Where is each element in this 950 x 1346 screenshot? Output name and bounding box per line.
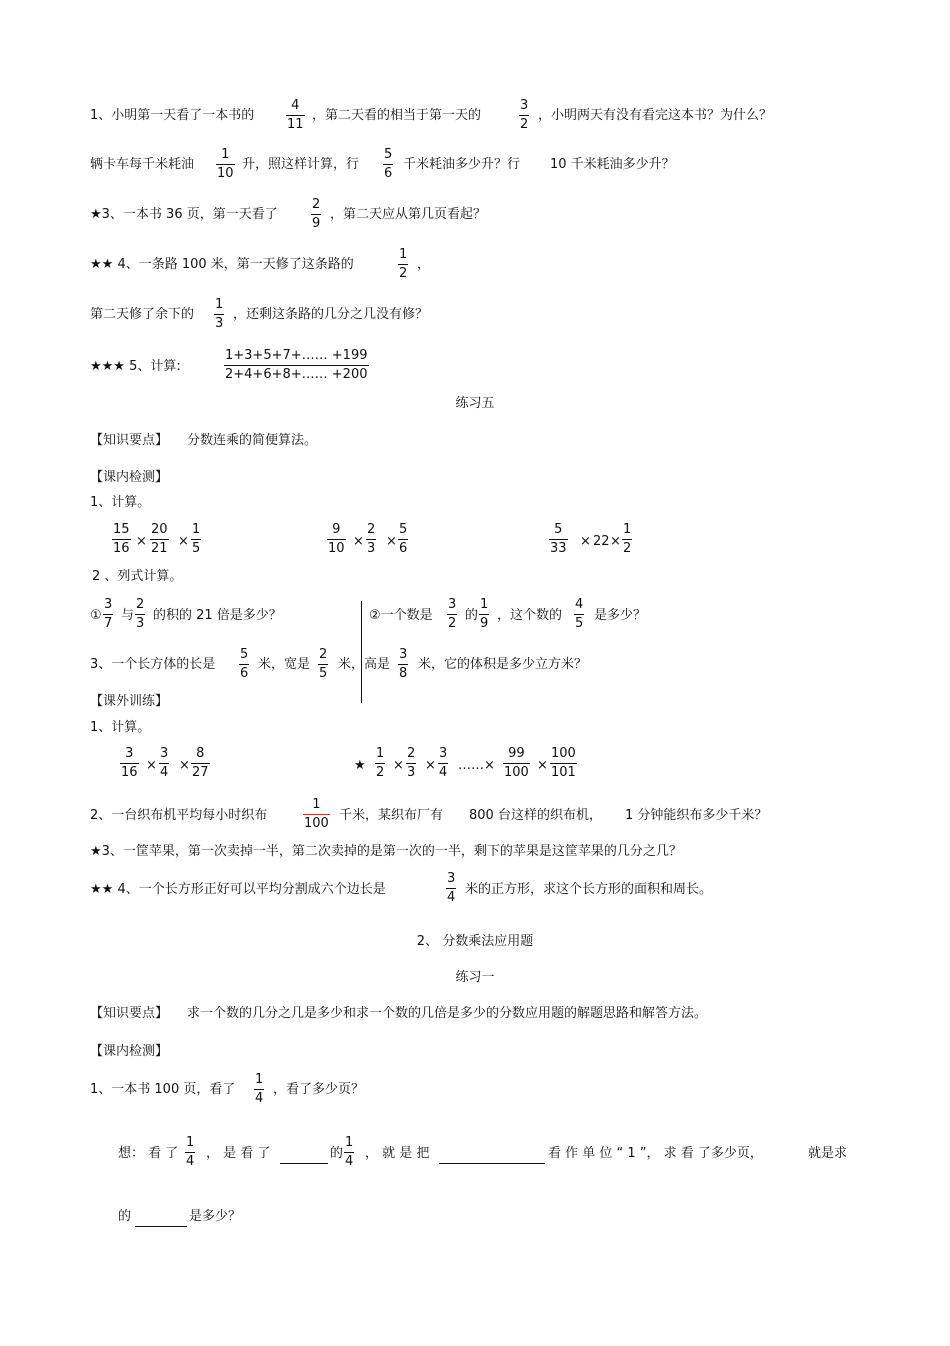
q4-text-b: ， — [417, 257, 431, 272]
fraction: 1 4 — [186, 1135, 195, 1169]
q2-text-b: 升，照这样计算，行 — [242, 157, 360, 172]
fraction: 1 2 — [399, 247, 408, 281]
knowledge-label: 【知识要点】 — [90, 1006, 169, 1021]
fraction: 4 5 — [575, 597, 584, 631]
fraction: 2 3 — [136, 597, 145, 631]
fraction: 3 2 — [448, 597, 457, 631]
cq1-text-b: ，看了多少页？ — [273, 1082, 365, 1097]
times-sign: × — [537, 758, 548, 773]
fraction: 1 4 — [255, 1072, 264, 1106]
fraction: 99 100 — [504, 746, 529, 780]
fraction: 1 5 — [192, 522, 201, 556]
fraction: 2 9 — [312, 197, 321, 231]
q2-text-a: 辆卡车每千米耗油 — [90, 157, 195, 172]
section-title: 练习五 — [455, 396, 495, 411]
p2-text-a: ②一个数是 — [369, 608, 433, 623]
fraction: 8 27 — [192, 746, 209, 780]
out-calc-heading: 1、计算。 — [90, 720, 151, 735]
think-text-g: 的 — [118, 1209, 132, 1224]
think-text-a: 想： 看 了 — [118, 1146, 179, 1161]
fraction: 5 6 — [399, 522, 408, 556]
q3b-text-b: 米，宽是 — [258, 657, 311, 672]
times-sign: × — [178, 534, 189, 549]
times-sign: × — [146, 758, 157, 773]
chapter-title: 2、 分数乘法应用题 — [416, 934, 534, 949]
fraction: 2 5 — [319, 647, 328, 681]
times-sign: × — [610, 534, 621, 549]
q4b-text-a: 第二天修了余下的 — [90, 307, 195, 322]
fraction: 2 3 — [407, 746, 416, 780]
fraction: 5 6 — [384, 147, 393, 181]
oq4-text-b: 米的正方形，求这个长方形的面积和周长。 — [465, 882, 713, 897]
p2-text-c: 是多少？ — [594, 608, 647, 623]
p1-text-b: 的积的 21 倍是多少？ — [153, 608, 282, 623]
p1-with: 与 — [121, 608, 135, 623]
oq2-text-b: 千米，某织布厂有 — [339, 808, 444, 823]
fraction: 1 2 — [623, 522, 632, 556]
fraction: 3 7 — [104, 597, 113, 631]
out-class-label: 【课外训练】 — [90, 694, 169, 709]
fraction: 3 16 — [121, 746, 138, 780]
star-icon: ★ — [354, 758, 366, 773]
think-text-f: 就是求 — [808, 1146, 848, 1161]
fraction: 4 11 — [287, 98, 304, 132]
think-text-d: ， 就 是 把 — [365, 1146, 430, 1161]
answer-blank[interactable] — [135, 1207, 187, 1227]
oq2-text-a: 2、一台织布机平均每小时织布 — [90, 808, 268, 823]
fraction: 9 10 — [328, 522, 345, 556]
fraction: 5 6 — [240, 647, 249, 681]
think-text-e: 看 作 单 位 “ 1 ”， 求 看 了多少页， — [548, 1146, 763, 1161]
think-text-c: 的 — [330, 1146, 344, 1161]
q3-text-b: ，第二天应从第几页看起？ — [330, 207, 487, 222]
fraction: 100 101 — [551, 746, 576, 780]
cq1-text-a: 1、一本书 100 页，看了 — [90, 1082, 236, 1097]
q2-text-d: 10 千米耗油多少升？ — [550, 157, 675, 172]
times-sign: × — [136, 534, 147, 549]
think-text-b: ， 是 看 了 — [206, 1146, 271, 1161]
answer-blank[interactable] — [439, 1144, 545, 1164]
fraction: 1 2 — [376, 746, 385, 780]
q5-text-a: ★★★ 5、计算: — [90, 359, 181, 374]
oq2-text-d: 1 分钟能织布多少千米？ — [625, 808, 768, 823]
in-class-label: 【课内检测】 — [90, 1044, 169, 1059]
oq3-text: ★3、一筐苹果，第一次卖掉一半，第二次卖掉的是第一次的一半，剩下的苹果是这筐苹果的几分之几？ — [90, 844, 682, 859]
list-calc-heading: 2 、列式计算。 — [92, 569, 183, 584]
times-sign: × — [353, 534, 364, 549]
fraction-series: 1+3+5+7+…… +199 2+4+6+8+…… +200 — [225, 348, 368, 382]
oq2-text-c: 800 台这样的织布机， — [469, 808, 602, 823]
fraction: 1 10 — [217, 147, 234, 181]
q3-text-a: ★3、一本书 36 页，第一天看了 — [90, 207, 278, 222]
calc-heading: 1、计算。 — [90, 495, 151, 510]
fraction: 3 4 — [439, 746, 448, 780]
q1-text-a: 1、小明第一天看了一本书的 — [90, 108, 255, 123]
fraction: 3 8 — [399, 647, 408, 681]
q1-text-c: ，小明两天有没有看完这本书？为什么？ — [538, 108, 773, 123]
q3b-text-a: 3、一个长方体的长是 — [90, 657, 216, 672]
q2-text-c: 千米耗油多少升？行 — [403, 157, 521, 172]
in-class-label: 【课内检测】 — [90, 470, 169, 485]
fraction: 2 3 — [367, 522, 376, 556]
knowledge-text: 求一个数的几分之几是多少和求一个数的几倍是多少的分数应用题的解题思路和解答方法。 — [187, 1006, 708, 1021]
times-sign: × — [393, 758, 404, 773]
q1-text-b: ，第二天看的相当于第一天的 — [312, 108, 482, 123]
divider — [361, 601, 362, 703]
knowledge-text: 分数连乘的简便算法。 — [187, 433, 318, 448]
fraction: 3 4 — [447, 871, 456, 905]
fraction: 3 4 — [160, 746, 169, 780]
fraction: 1 4 — [345, 1135, 354, 1169]
fraction: 20 21 — [151, 522, 168, 556]
fraction: 15 16 — [113, 522, 130, 556]
fraction: 1 9 — [480, 597, 489, 631]
fraction: 5 33 — [550, 522, 567, 556]
fraction: 1 100 — [304, 797, 329, 831]
times-sign: × — [425, 758, 436, 773]
times-sign: × — [580, 534, 591, 549]
p2-de: 的 — [465, 608, 479, 623]
number: 22 — [593, 534, 610, 549]
ellipsis: ……× — [458, 758, 495, 773]
times-sign: × — [179, 758, 190, 773]
times-sign: × — [386, 534, 397, 549]
q4-text-a: ★★ 4、一条路 100 米，第一天修了这条路的 — [90, 257, 354, 272]
oq4-text-a: ★★ 4、一个长方形正好可以平均分割成六个边长是 — [90, 882, 386, 897]
knowledge-label: 【知识要点】 — [90, 433, 169, 448]
fraction: 3 2 — [520, 98, 529, 132]
fraction: 1 3 — [215, 297, 224, 331]
p2-text-b: ，这个数的 — [497, 608, 563, 623]
q4b-text-b: ，还剩这条路的几分之几没有修？ — [233, 307, 429, 322]
p1-mark: ① — [90, 608, 102, 623]
answer-blank[interactable] — [280, 1144, 328, 1164]
q3b-text-d: 米，它的体积是多少立方米？ — [418, 657, 588, 672]
think-text-h: 是多少？ — [189, 1209, 242, 1224]
q3b-text-c: 米，高是 — [338, 657, 391, 672]
section-title: 练习一 — [455, 970, 495, 985]
